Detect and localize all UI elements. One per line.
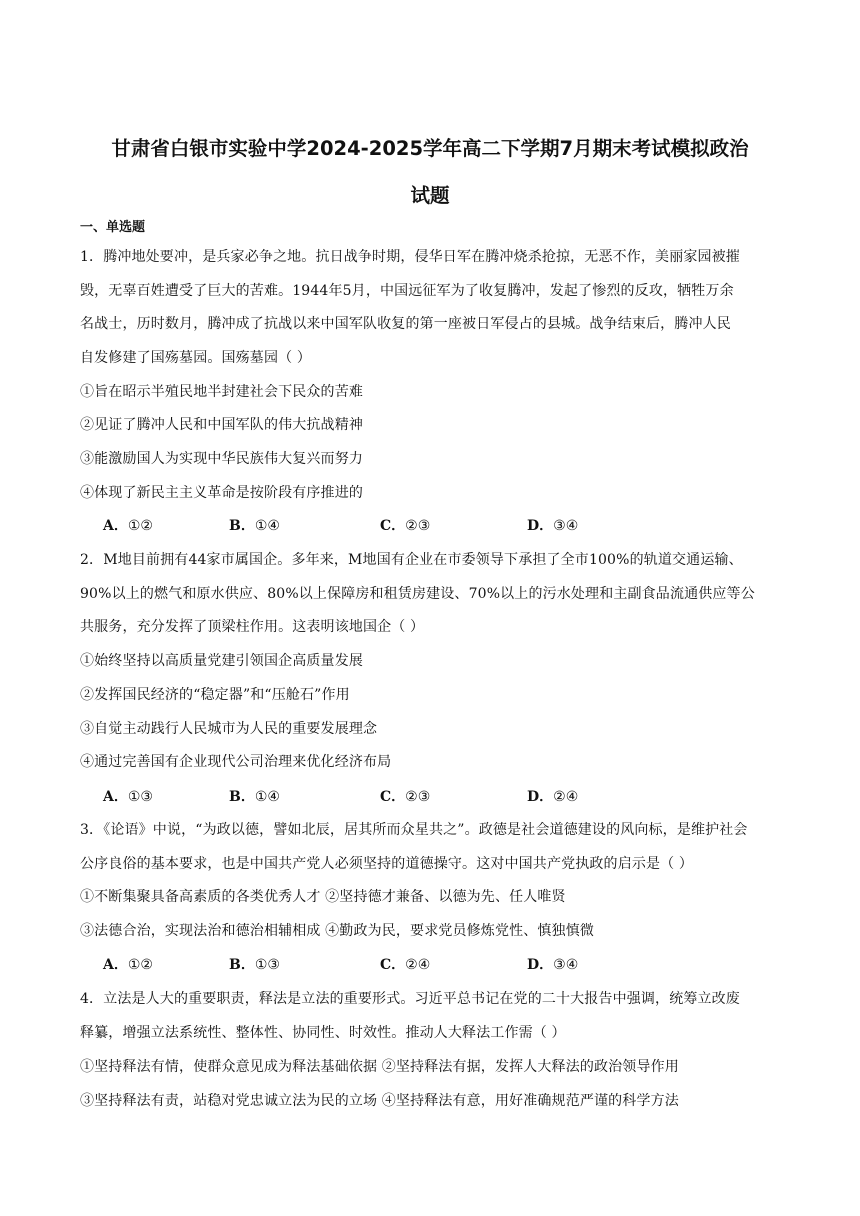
q2-option-d-text: ②④ [553,789,579,805]
q1-option-a-text: ①② [127,518,153,534]
q3-option-a-text: ①② [127,957,153,973]
q1-option-c-letter: C． [380,518,406,534]
q1-option-c[interactable] [380,515,430,537]
q1-stem-line-1: 1．腾冲地处要冲，是兵家必争之地。抗日战争时期，侵华日军在腾冲烧杀抢掠，无恶不作，美丽家园被摧 [80,249,740,265]
q2-option-c-letter: C． [380,789,406,805]
q2-option-a[interactable] [103,786,153,808]
exam-title-line-2: 试题 [410,184,450,207]
q1-option-d-letter: D． [527,518,554,534]
q4-statements-row-2: ③坚持释法有责，站稳对党忠诚立法为民的立场 ④坚持释法有意，用好准确规范严谨的科学方法 [80,1093,679,1109]
section-heading: 一、单选题 [80,220,146,235]
q3-stem-line-1: 3．《论语》中说，“为政以德，譬如北辰，居其所而众星共之”。政德是社会道德建设的风向标，是维护社会 [80,822,748,838]
q2-option-d[interactable] [527,786,578,808]
q1-option-c-text: ②③ [405,518,431,534]
q2-option-b-letter: B． [229,789,255,805]
q3-option-b-text: ①③ [254,957,280,973]
q3-statements-row-2: ③法德合治，实现法治和德治相辅相成 ④勤政为民，要求党员修炼党性、慎独慎微 [80,923,594,939]
q3-option-c-letter: C． [380,957,406,973]
q1-stem-line-4: 自发修建了国殇墓园。国殇墓园（ ） [80,350,311,366]
q2-stem-line-1: 2．M地目前拥有44家市属国企。多年来，M地国有企业在市委领导下承担了全市100%的轨道交通运输、 [80,552,743,568]
q1-stem-line-2: 毁，无辜百姓遭受了巨大的苦难。1944年5月，中国远征军为了收复腾冲，发起了惨烈的反攻，牺牲万余 [80,283,734,299]
q1-statement-2: ②见证了腾冲人民和中国军队的伟大抗战精神 [80,417,363,433]
q1-statement-4: ④体现了新民主主义革命是按阶段有序推进的 [80,485,363,501]
q2-statement-3: ③自觉主动践行人民城市为人民的重要发展理念 [80,721,378,737]
q2-stem-line-3: 共服务，充分发挥了顶梁柱作用。这表明该地国企（ ） [80,619,425,635]
q2-option-c[interactable] [380,786,430,808]
q4-statements-row-1: ①坚持释法有情，使群众意见成为释法基础依据 ②坚持释法有据，发挥人大释法的政治领导作用 [80,1059,679,1075]
q1-stem-line-3: 名战士，历时数月，腾冲成了抗战以来中国军队收复的第一座被日军侵占的县城。战争结束后，腾冲人民 [80,316,731,332]
q2-option-c-text: ②③ [405,789,431,805]
exam-title-line-1: 甘肃省白银市实验中学2024-2025学年高二下学期7月期末考试模拟政治 [111,137,749,160]
q2-stem-line-2: 90%以上的燃气和原水供应、80%以上保障房和租赁房建设、70%以上的污水处理和主副食品流通供应等公 [80,586,755,602]
q1-option-b[interactable] [229,515,280,537]
q2-option-b[interactable] [229,786,280,808]
q2-option-a-letter: A． [103,789,128,805]
q3-option-b-letter: B． [229,957,255,973]
q3-option-a-letter: A． [103,957,128,973]
q1-option-b-text: ①④ [254,518,280,534]
q2-option-a-text: ①③ [127,789,153,805]
q4-stem-line-1: 4．立法是人大的重要职责，释法是立法的重要形式。习近平总书记在党的二十大报告中强调，统筹立改废 [80,991,740,1007]
q2-statement-2: ②发挥国民经济的“稳定器”和“压舱石”作用 [80,687,350,703]
q1-option-b-letter: B． [229,518,255,534]
q1-option-d-text: ③④ [553,518,579,534]
q3-statements-row-1: ①不断集聚具备高素质的各类优秀人才 ②坚持德才兼备、以德为先、任人唯贤 [80,889,566,905]
q3-option-c-text: ②④ [405,957,431,973]
q3-option-c[interactable] [380,954,430,976]
q3-option-d-text: ③④ [553,957,579,973]
q1-option-a-letter: A． [103,518,128,534]
q1-option-d[interactable] [527,515,578,537]
q3-option-b[interactable] [229,954,280,976]
q2-option-b-text: ①④ [254,789,280,805]
q1-option-a[interactable] [103,515,153,537]
q1-statement-1: ①旨在昭示半殖民地半封建社会下民众的苦难 [80,384,363,400]
q2-option-d-letter: D． [527,789,554,805]
q3-option-d[interactable] [527,954,578,976]
q3-option-d-letter: D． [527,957,554,973]
q1-statement-3: ③能激励国人为实现中华民族伟大复兴而努力 [80,451,363,467]
q2-statement-4: ④通过完善国有企业现代公司治理来优化经济布局 [80,754,392,770]
q2-statement-1: ①始终坚持以高质量党建引领国企高质量发展 [80,653,363,669]
q4-stem-line-2: 释纂，增强立法系统性、整体性、协同性、时效性。推动人大释法工作需（ ） [80,1025,566,1041]
q3-option-a[interactable] [103,954,153,976]
q3-stem-line-2: 公序良俗的基本要求，也是中国共产党人必须坚持的道德操守。这对中国共产党执政的启示是（ ） [80,856,694,872]
